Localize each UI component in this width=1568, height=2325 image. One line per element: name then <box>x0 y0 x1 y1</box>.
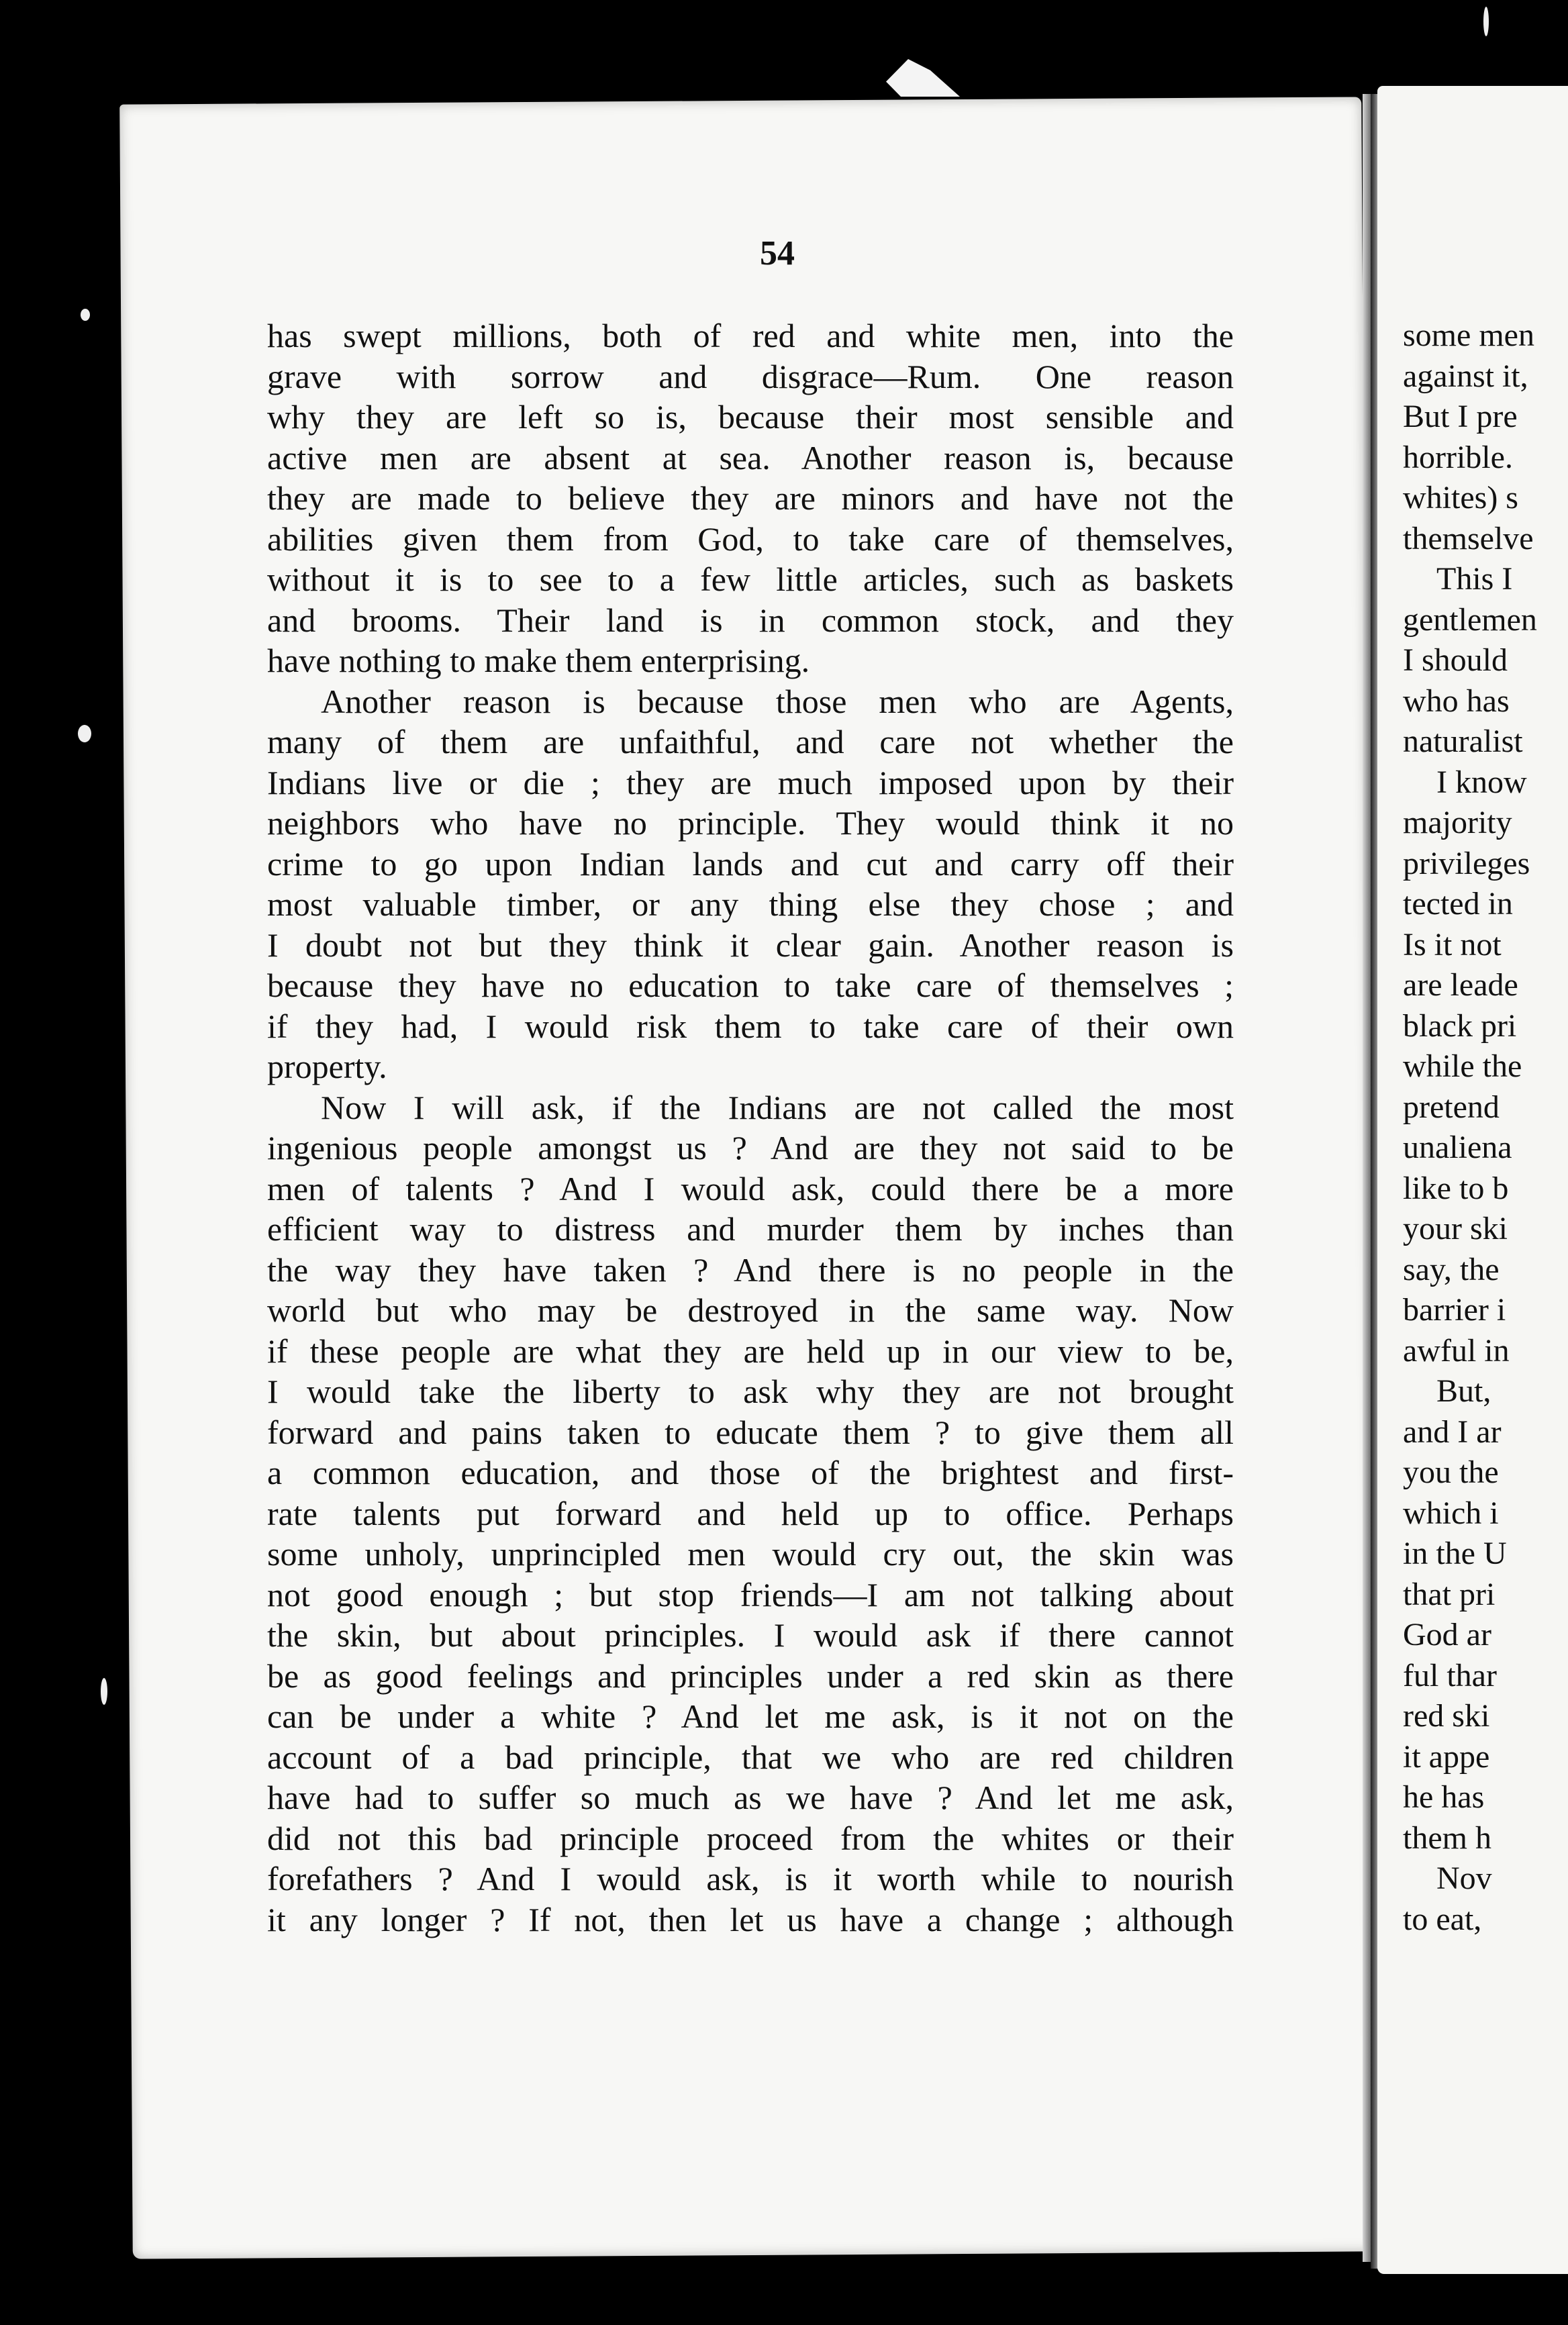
text-line: property. <box>267 1048 387 1085</box>
right-text-line: and I ar <box>1403 1414 1502 1450</box>
right-text-line: I should <box>1403 642 1508 678</box>
right-text-line: naturalist <box>1403 724 1523 759</box>
right-text-line: Is it not <box>1403 926 1502 962</box>
text-line: did not this bad principle proceed from the whites or their <box>267 1819 1234 1857</box>
text-line: without it is to see to a few little articles, such as baskets <box>267 560 1234 598</box>
text-line: some unholy, unprincipled men would cry out, the skin was <box>267 1535 1234 1573</box>
text-line: and brooms. Their land is in common stock, and they <box>267 601 1234 639</box>
right-text-line: in the U <box>1403 1536 1507 1571</box>
right-text-line: privileges <box>1403 845 1530 881</box>
right-text-line: against it, <box>1403 358 1528 394</box>
text-line: can be under a white ? And let me ask, is it not on the <box>267 1697 1234 1735</box>
text-line: why they are left so is, because their most sensible and <box>267 398 1234 436</box>
right-text-line: majority <box>1403 805 1512 840</box>
scan-speck <box>78 725 91 742</box>
right-text-line: while the <box>1403 1048 1522 1084</box>
right-text-line: which i <box>1403 1495 1499 1531</box>
right-text-line: red ski <box>1403 1698 1490 1734</box>
right-text-line: I know <box>1436 764 1527 800</box>
text-line: neighbors who have no principle. They would think it no <box>267 804 1234 842</box>
torn-paper-fragment <box>886 59 960 97</box>
right-text-line: say, the <box>1403 1251 1500 1287</box>
right-text-line: God ar <box>1403 1617 1491 1652</box>
right-text-line: horrible. <box>1403 439 1513 475</box>
text-line: grave with sorrow and disgrace—Rum. One reason <box>267 357 1234 395</box>
right-text-line: he has <box>1403 1779 1485 1815</box>
text-line: have nothing to make them enterprising. <box>267 642 810 679</box>
right-text-line: ful thar <box>1403 1657 1497 1693</box>
text-line: it any longer ? If not, then let us have a change ; although <box>267 1900 1234 1938</box>
scan-speck <box>101 1678 107 1705</box>
text-line: be as good feelings and principles under a red skin as there <box>267 1656 1234 1695</box>
right-text-line: whites) s <box>1403 480 1518 515</box>
text-line: has swept millions, both of red and white men, into the <box>267 317 1234 354</box>
text-line: world but who may be destroyed in the same way. Now <box>267 1291 1234 1329</box>
page-number-text: 54 <box>760 234 795 273</box>
right-text-line: tected in <box>1403 886 1513 922</box>
text-line: I would take the liberty to ask why they are not brought <box>267 1373 1234 1410</box>
right-text-line: This I <box>1436 561 1513 597</box>
text-line: if they had, I would risk them to take care of their own <box>267 1007 1234 1045</box>
text-line: if these people are what they are held up in our view to be, <box>267 1332 1234 1370</box>
right-page-text <box>1403 315 1568 1940</box>
text-line: I doubt not but they think it clear gain. Another reason is <box>267 926 1234 964</box>
right-text-line: like to b <box>1403 1170 1509 1206</box>
page-number <box>0 234 1568 273</box>
right-text-line: barrier i <box>1403 1292 1506 1328</box>
right-text-line: that pri <box>1403 1576 1496 1612</box>
right-text-line: gentlemen <box>1403 601 1537 638</box>
paragraph-start-line: Another reason is because those men who are Agents, <box>321 682 1234 720</box>
text-line: a common education, and those of the brightest and first- <box>267 1454 1234 1491</box>
text-line: they are made to believe they are minors and have not the <box>267 479 1234 517</box>
text-line: account of a bad principle, that we who are red children <box>267 1738 1234 1776</box>
right-text-line: pretend <box>1403 1089 1500 1125</box>
right-text-line: But I pre <box>1403 399 1518 434</box>
text-line: Indians live or die ; they are much imposed upon by their <box>267 763 1234 801</box>
text-line: forward and pains taken to educate them ? to give them all <box>267 1413 1234 1451</box>
right-text-line: to eat, <box>1403 1901 1482 1937</box>
text-line: efficient way to distress and murder them by inches than <box>267 1210 1234 1248</box>
text-line: the skin, but about principles. I would ask if there cannot <box>267 1616 1234 1654</box>
right-text-line: are leade <box>1403 967 1518 1003</box>
right-text-line: you the <box>1403 1454 1499 1490</box>
right-text-line: awful in <box>1403 1332 1510 1369</box>
right-text-line: who has <box>1403 683 1510 719</box>
text-line: abilities given them from God, to take care of themselves, <box>267 520 1234 558</box>
paragraph-start-line: Now I will ask, if the Indians are not called the most <box>321 1088 1234 1126</box>
right-text-line: black pri <box>1403 1007 1517 1044</box>
text-line: forefathers ? And I would ask, is it worth while to nourish <box>267 1860 1234 1897</box>
right-text-line: it appe <box>1403 1738 1490 1775</box>
text-line: rate talents put forward and held up to office. Perhaps <box>267 1494 1234 1532</box>
text-line: have had to suffer so much as we have ? And let me ask, <box>267 1779 1234 1816</box>
text-line: the way they have taken ? And there is no people in the <box>267 1250 1234 1289</box>
scan-speck <box>1483 7 1489 36</box>
text-line: men of talents ? And I would ask, could there be a more <box>267 1169 1234 1207</box>
right-text-line: Nov <box>1436 1861 1492 1896</box>
text-line: ingenious people amongst us ? And are they not said to be <box>267 1129 1234 1167</box>
text-line: crime to go upon Indian lands and cut and carry off their <box>267 844 1234 883</box>
text-line: many of them are unfaithful, and care not whether the <box>267 723 1234 760</box>
right-text-line: some men <box>1403 317 1534 353</box>
right-text-line: your ski <box>1403 1211 1508 1246</box>
right-text-line: themselve <box>1403 520 1534 556</box>
scan-speck <box>81 309 90 321</box>
text-line: most valuable timber, or any thing else they chose ; and <box>267 885 1234 923</box>
text-line: active men are absent at sea. Another reason is, because <box>267 438 1234 477</box>
right-text-line: them h <box>1403 1820 1491 1856</box>
body-text <box>267 315 1234 1940</box>
right-text-line: But, <box>1436 1373 1491 1409</box>
text-line: not good enough ; but stop friends—I am not talking about <box>267 1575 1234 1614</box>
right-text-line: unaliena <box>1403 1130 1512 1165</box>
text-line: because they have no education to take care of themselves ; <box>267 967 1234 1004</box>
